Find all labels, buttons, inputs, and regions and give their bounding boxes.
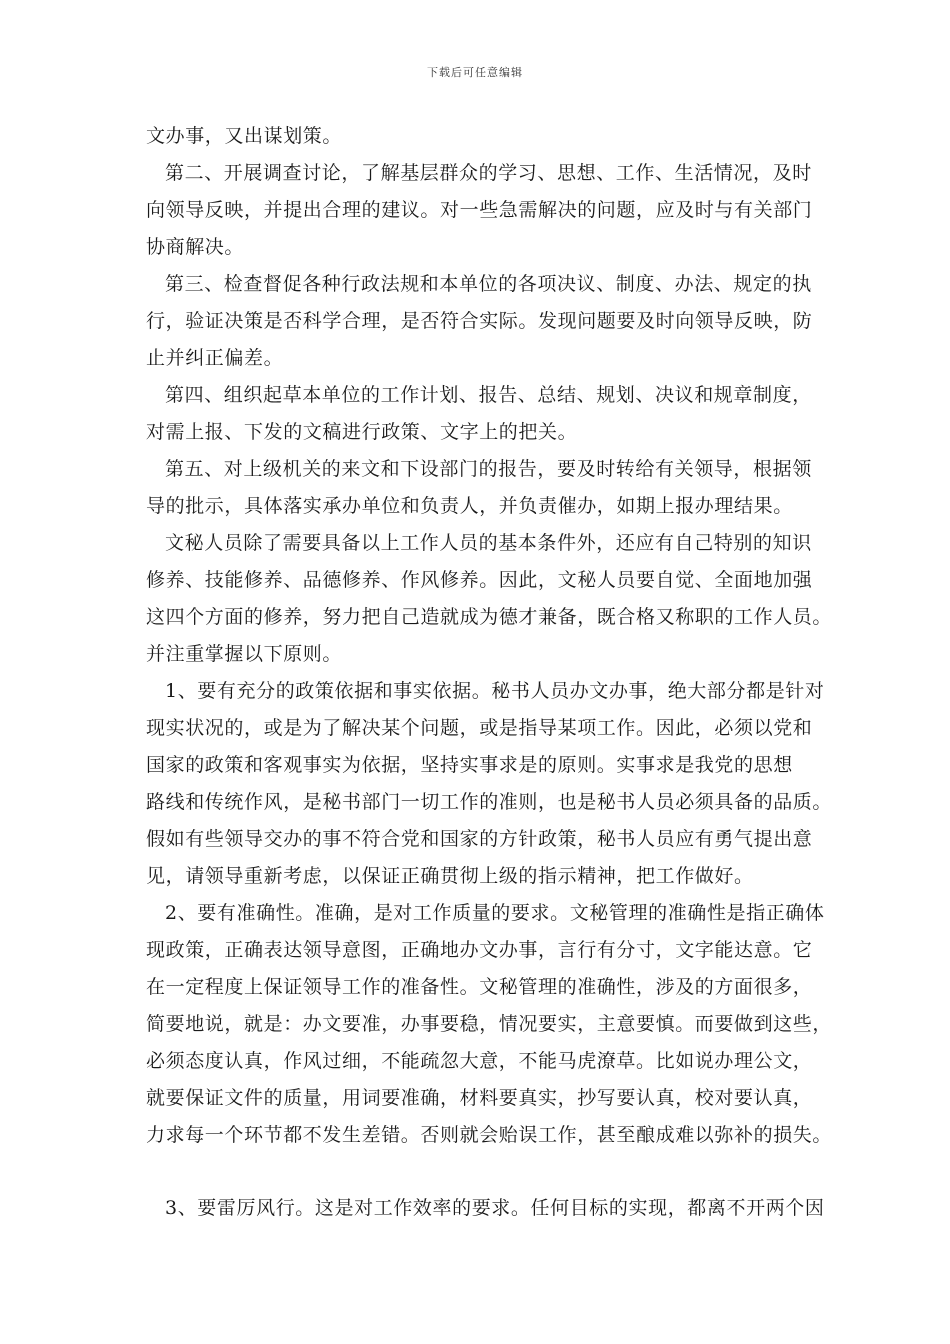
text-line: 1、要有充分的政策依据和事实依据。秘书人员办文办事，绝大部分都是针对 — [165, 680, 825, 702]
text-line: 在一定程度上保证领导工作的准备性。文秘管理的准确性，涉及的方面很多， — [146, 976, 813, 998]
text-line: 这四个方面的修养，努力把自己造就成为德才兼备，既合格又称职的工作人员。 — [146, 606, 833, 628]
text-line: 第五、对上级机关的来文和下设部门的报告，要及时转给有关领导，根据领 — [165, 458, 812, 480]
text-line: 文秘人员除了需要具备以上工作人员的基本条件外，还应有自己特别的知识 — [165, 532, 812, 554]
text-line: 第三、检查督促各种行政法规和本单位的各项决议、制度、办法、规定的执 — [165, 273, 812, 295]
text-line: 第四、组织起草本单位的工作计划、报告、总结、规划、决议和规章制度， — [165, 384, 812, 406]
page-header: 下载后可任意编辑 — [427, 66, 523, 79]
text-line: 现实状况的，或是为了解决某个问题，或是指导某项工作。因此，必须以党和 — [146, 717, 813, 739]
text-line: 第二、开展调查讨论，了解基层群众的学习、思想、工作、生活情况，及时 — [165, 162, 812, 184]
text-line: 协商解决。 — [146, 236, 245, 258]
document-body — [146, 118, 833, 1227]
text-line: 现政策，正确表达领导意图，正确地办文办事，言行有分寸，文字能达意。它 — [146, 939, 813, 961]
text-line: 行，验证决策是否科学合理，是否符合实际。发现问题要及时向领导反映，防 — [146, 310, 813, 332]
text-line: 文办事，又出谋划策。 — [146, 125, 343, 147]
text-line: 2、要有准确性。准确，是对工作质量的要求。文秘管理的准确性是指正确体 — [165, 902, 825, 924]
text-line: 国家的政策和客观事实为依据，坚持实事求是的原则。实事求是我党的思想 — [146, 754, 793, 776]
text-line: 止并纠正偏差。 — [146, 347, 284, 369]
paragraph-lines — [146, 118, 833, 1154]
text-line: 修养、技能修养、品德修养、作风修养。因此，文秘人员要自觉、全面地加强 — [146, 569, 813, 591]
text-line: 简要地说，就是：办文要准，办事要稳，情况要实，主意要慎。而要做到这些， — [146, 1013, 833, 1035]
text-line: 假如有些领导交办的事不符合党和国家的方针政策，秘书人员应有勇气提出意 — [146, 828, 813, 850]
text-line: 路线和传统作风，是秘书部门一切工作的准则，也是秘书人员必须具备的品质。 — [146, 791, 833, 813]
text-line: 向领导反映，并提出合理的建议。对一些急需解决的问题，应及时与有关部门 — [146, 199, 813, 221]
trailing-line: 3、要雷厉风行。这是对工作效率的要求。任何目标的实现，都离不开两个因 — [165, 1197, 825, 1219]
paragraph-gap — [146, 1154, 826, 1190]
text-line: 就要保证文件的质量，用词要准确，材料要真实，抄写要认真，校对要认真， — [146, 1087, 813, 1109]
text-line: 并注重掌握以下原则。 — [146, 643, 343, 665]
text-line: 见，请领导重新考虑，以保证正确贯彻上级的指示精神，把工作做好。 — [146, 865, 754, 887]
text-line: 必须态度认真，作风过细，不能疏忽大意，不能马虎潦草。比如说办理公文， — [146, 1050, 813, 1072]
text-line: 导的批示，具体落实承办单位和负责人，并负责催办，如期上报办理结果。 — [146, 495, 793, 517]
text-line: 力求每一个环节都不发生差错。否则就会贻误工作，甚至酿成难以弥补的损失。 — [146, 1124, 833, 1146]
text-line: 对需上报、下发的文稿进行政策、文字上的把关。 — [146, 421, 578, 443]
